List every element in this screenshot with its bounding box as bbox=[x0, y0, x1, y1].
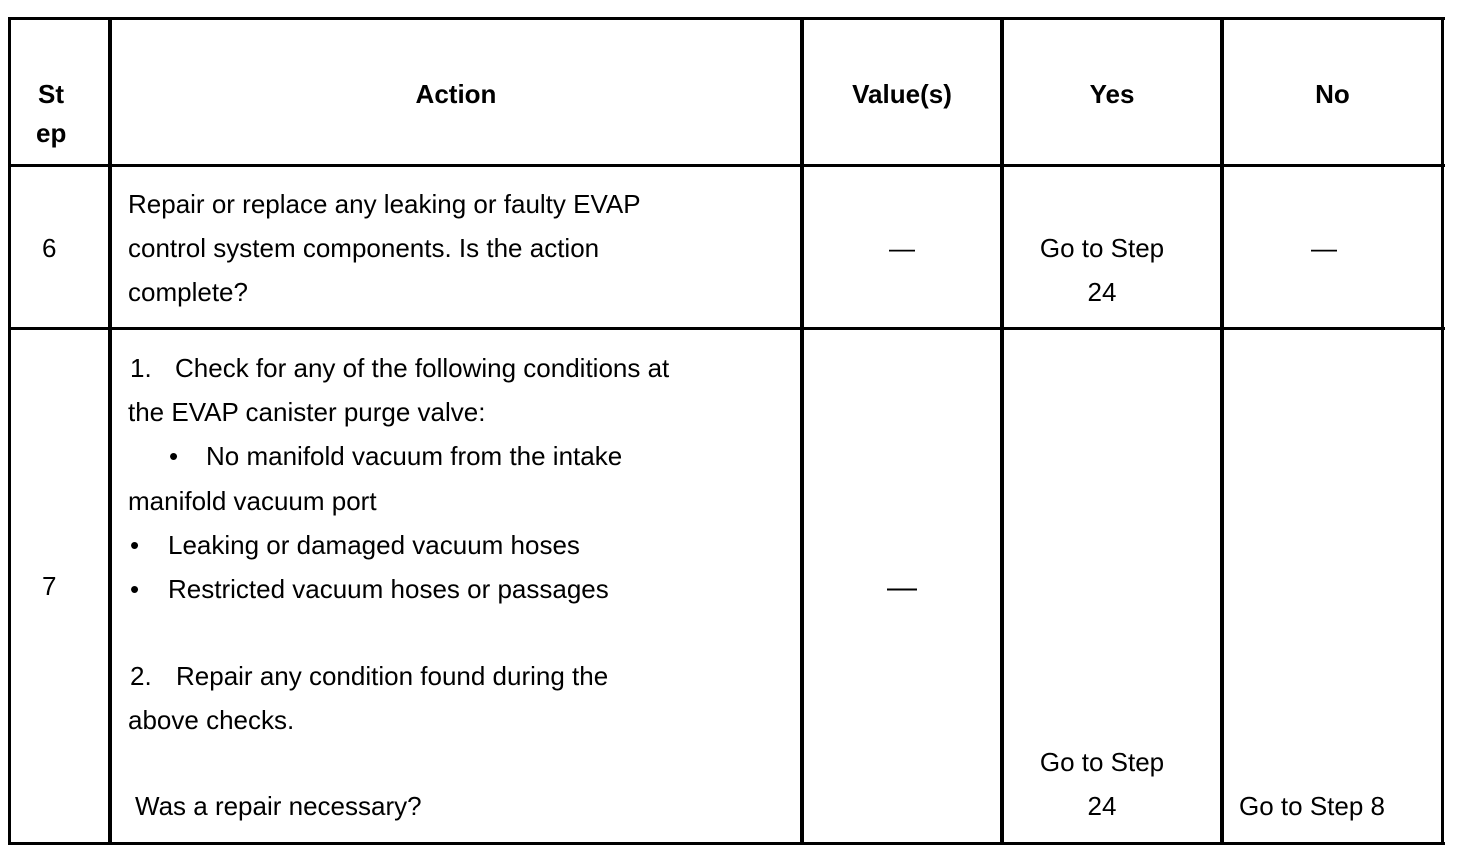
row-6-no: — bbox=[1311, 233, 1337, 263]
row-7-step: 7 bbox=[42, 571, 57, 601]
row-7-yes-line2: 24 bbox=[1087, 791, 1117, 821]
table-right-border bbox=[1441, 17, 1444, 845]
row-7-item1-line2: the EVAP canister purge valve: bbox=[128, 397, 486, 427]
row-7-item2-line2: above checks. bbox=[128, 705, 295, 735]
yes-column-divider bbox=[1220, 17, 1224, 845]
row-7-bullet-2-marker: • bbox=[130, 530, 140, 560]
header-values: Value(s) bbox=[852, 79, 952, 109]
table-bottom-border bbox=[8, 842, 1445, 845]
table-top-border bbox=[8, 17, 1445, 20]
values-column-divider bbox=[1000, 17, 1004, 845]
row-6-bottom-border bbox=[8, 327, 1445, 330]
row-7-item1-line1: Check for any of the following conditions at bbox=[175, 353, 670, 383]
header-step-line2: ep bbox=[36, 118, 67, 148]
row-6-action-line2: control system components. Is the action bbox=[128, 233, 600, 263]
row-7-question: Was a repair necessary? bbox=[135, 791, 422, 821]
action-column-divider bbox=[800, 17, 804, 845]
row-7-item2-line1: Repair any condition found during the bbox=[176, 661, 609, 691]
row-6-yes-line2: 24 bbox=[1087, 277, 1117, 307]
table-left-border bbox=[8, 17, 11, 845]
step-column-divider bbox=[108, 17, 112, 845]
header-step-line1: St bbox=[38, 79, 64, 109]
row-7-item1-number: 1. bbox=[130, 353, 152, 383]
row-6-values: — bbox=[889, 233, 915, 263]
header-yes: Yes bbox=[1089, 79, 1135, 109]
row-6-action-line3: complete? bbox=[128, 277, 248, 307]
header-bottom-border bbox=[8, 164, 1445, 167]
row-7-bullet-1-marker: • bbox=[169, 441, 179, 471]
row-7-bullet-2: Leaking or damaged vacuum hoses bbox=[168, 530, 580, 560]
row-7-yes-line1: Go to Step bbox=[1039, 747, 1165, 777]
row-7-bullet-1-line1: No manifold vacuum from the intake bbox=[206, 441, 623, 471]
row-7-item2-number: 2. bbox=[130, 661, 152, 691]
row-7-bullet-1-line2: manifold vacuum port bbox=[128, 486, 377, 516]
row-6-action-line1: Repair or replace any leaking or faulty EVAP bbox=[128, 189, 641, 219]
row-7-bullet-3-marker: • bbox=[130, 574, 140, 604]
header-no: No bbox=[1315, 79, 1350, 109]
row-6-step: 6 bbox=[42, 233, 57, 263]
row-7-bullet-3: Restricted vacuum hoses or passages bbox=[168, 574, 609, 604]
row-7-no: Go to Step 8 bbox=[1239, 791, 1385, 821]
row-7-values: — bbox=[887, 571, 917, 604]
header-action: Action bbox=[415, 79, 497, 109]
row-6-yes-line1: Go to Step bbox=[1039, 233, 1165, 263]
